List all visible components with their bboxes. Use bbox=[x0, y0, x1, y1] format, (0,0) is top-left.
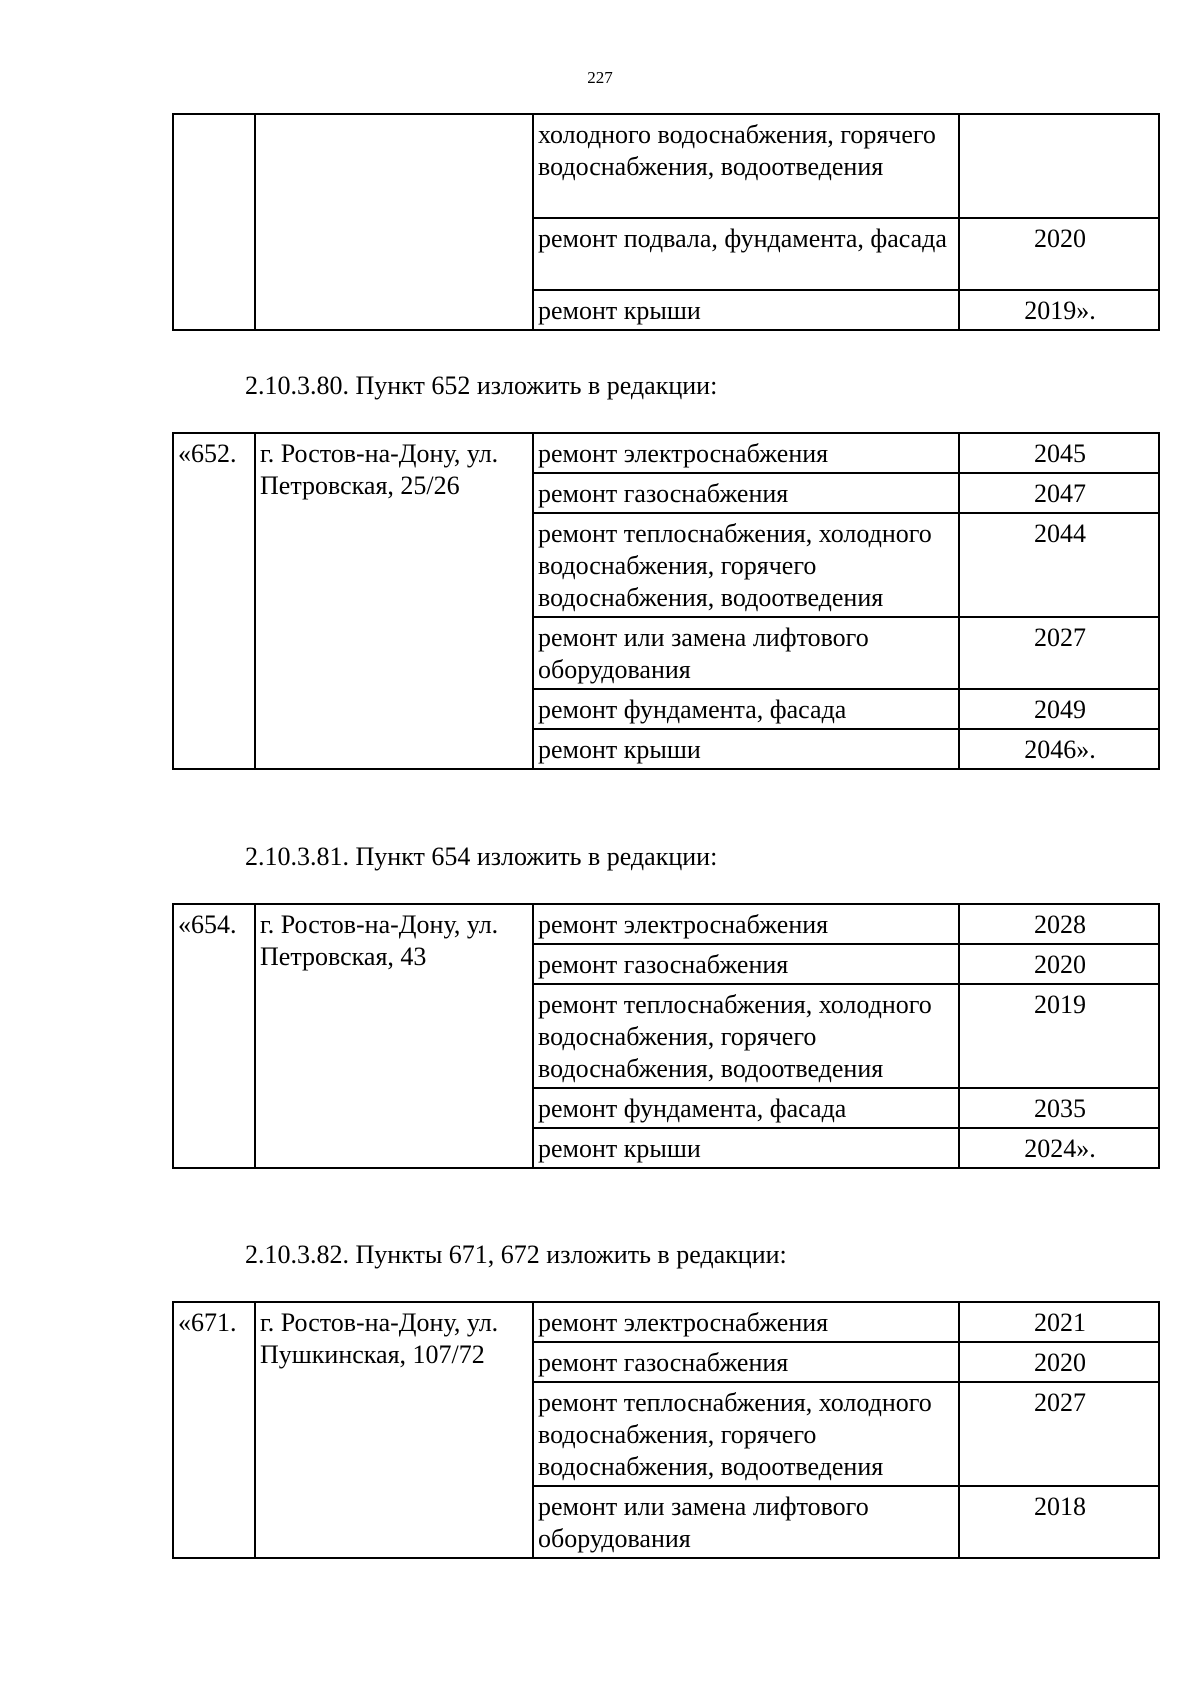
page-number: 227 bbox=[587, 68, 613, 87]
work-cell: ремонт крыши bbox=[533, 290, 959, 330]
year-cell: 2018 bbox=[959, 1486, 1159, 1558]
work-cell: ремонт крыши bbox=[533, 1128, 959, 1168]
address-cell: г. Ростов-на-Дону, ул. Петровская, 43 bbox=[255, 904, 533, 1168]
continued-table-grid bbox=[172, 113, 1160, 331]
address-cell bbox=[255, 114, 533, 330]
year-cell: 2045 bbox=[959, 433, 1159, 473]
table-654-grid bbox=[172, 903, 1160, 1169]
work-cell: ремонт теплоснабжения, холодного водоснабжения, горячего водоснабжения, водоотведения bbox=[533, 1382, 959, 1486]
year-cell: 2019 bbox=[959, 984, 1159, 1088]
year-cell: 2047 bbox=[959, 473, 1159, 513]
table-row bbox=[173, 904, 1159, 944]
work-cell: ремонт газоснабжения bbox=[533, 944, 959, 984]
year-cell: 2049 bbox=[959, 689, 1159, 729]
work-cell: ремонт фундамента, фасада bbox=[533, 689, 959, 729]
year-cell: 2024». bbox=[959, 1128, 1159, 1168]
work-cell: ремонт теплоснабжения, холодного водоснабжения, горячего водоснабжения, водоотведения bbox=[533, 513, 959, 617]
year-cell: 2020 bbox=[959, 1342, 1159, 1382]
work-cell: ремонт электроснабжения bbox=[533, 433, 959, 473]
year-cell: 2028 bbox=[959, 904, 1159, 944]
instruction-text: 2.10.3.82. Пункты 671, 672 изложить в редакции: bbox=[245, 1240, 787, 1269]
year-cell: 2019». bbox=[959, 290, 1159, 330]
year-cell: 2027 bbox=[959, 617, 1159, 689]
year-cell: 2027 bbox=[959, 1382, 1159, 1486]
year-cell: 2021 bbox=[959, 1302, 1159, 1342]
instruction-text: 2.10.3.80. Пункт 652 изложить в редакции: bbox=[245, 371, 718, 400]
table-row bbox=[173, 1302, 1159, 1342]
work-cell: ремонт подвала, фундамента, фасада bbox=[533, 218, 959, 290]
year-cell bbox=[959, 114, 1159, 218]
work-cell: ремонт фундамента, фасада bbox=[533, 1088, 959, 1128]
work-cell: холодного водоснабжения, горячего водоснабжения, водоотведения bbox=[533, 114, 959, 218]
work-cell: ремонт газоснабжения bbox=[533, 1342, 959, 1382]
table-671-grid bbox=[172, 1301, 1160, 1559]
instruction-text: 2.10.3.81. Пункт 654 изложить в редакции: bbox=[245, 842, 718, 871]
item-number-cell: «654. bbox=[173, 904, 255, 1168]
year-cell: 2035 bbox=[959, 1088, 1159, 1128]
year-cell: 2044 bbox=[959, 513, 1159, 617]
work-cell: ремонт газоснабжения bbox=[533, 473, 959, 513]
address-cell: г. Ростов-на-Дону, ул. Петровская, 25/26 bbox=[255, 433, 533, 769]
year-cell: 2020 bbox=[959, 218, 1159, 290]
work-cell: ремонт электроснабжения bbox=[533, 1302, 959, 1342]
work-cell: ремонт или замена лифтового оборудования bbox=[533, 617, 959, 689]
work-cell: ремонт электроснабжения bbox=[533, 904, 959, 944]
work-cell: ремонт или замена лифтового оборудования bbox=[533, 1486, 959, 1558]
item-number-cell: «671. bbox=[173, 1302, 255, 1558]
table-671 bbox=[172, 1301, 1158, 1559]
year-cell: 2020 bbox=[959, 944, 1159, 984]
table-row bbox=[173, 114, 1159, 218]
item-number-cell: «652. bbox=[173, 433, 255, 769]
table-654 bbox=[172, 903, 1158, 1169]
continued-table bbox=[172, 113, 1158, 331]
item-number-cell bbox=[173, 114, 255, 330]
table-652-grid bbox=[172, 432, 1160, 770]
table-row bbox=[173, 433, 1159, 473]
work-cell: ремонт крыши bbox=[533, 729, 959, 769]
year-cell: 2046». bbox=[959, 729, 1159, 769]
table-652 bbox=[172, 432, 1158, 770]
address-cell: г. Ростов-на-Дону, ул. Пушкинская, 107/72 bbox=[255, 1302, 533, 1558]
work-cell: ремонт теплоснабжения, холодного водоснабжения, горячего водоснабжения, водоотведения bbox=[533, 984, 959, 1088]
